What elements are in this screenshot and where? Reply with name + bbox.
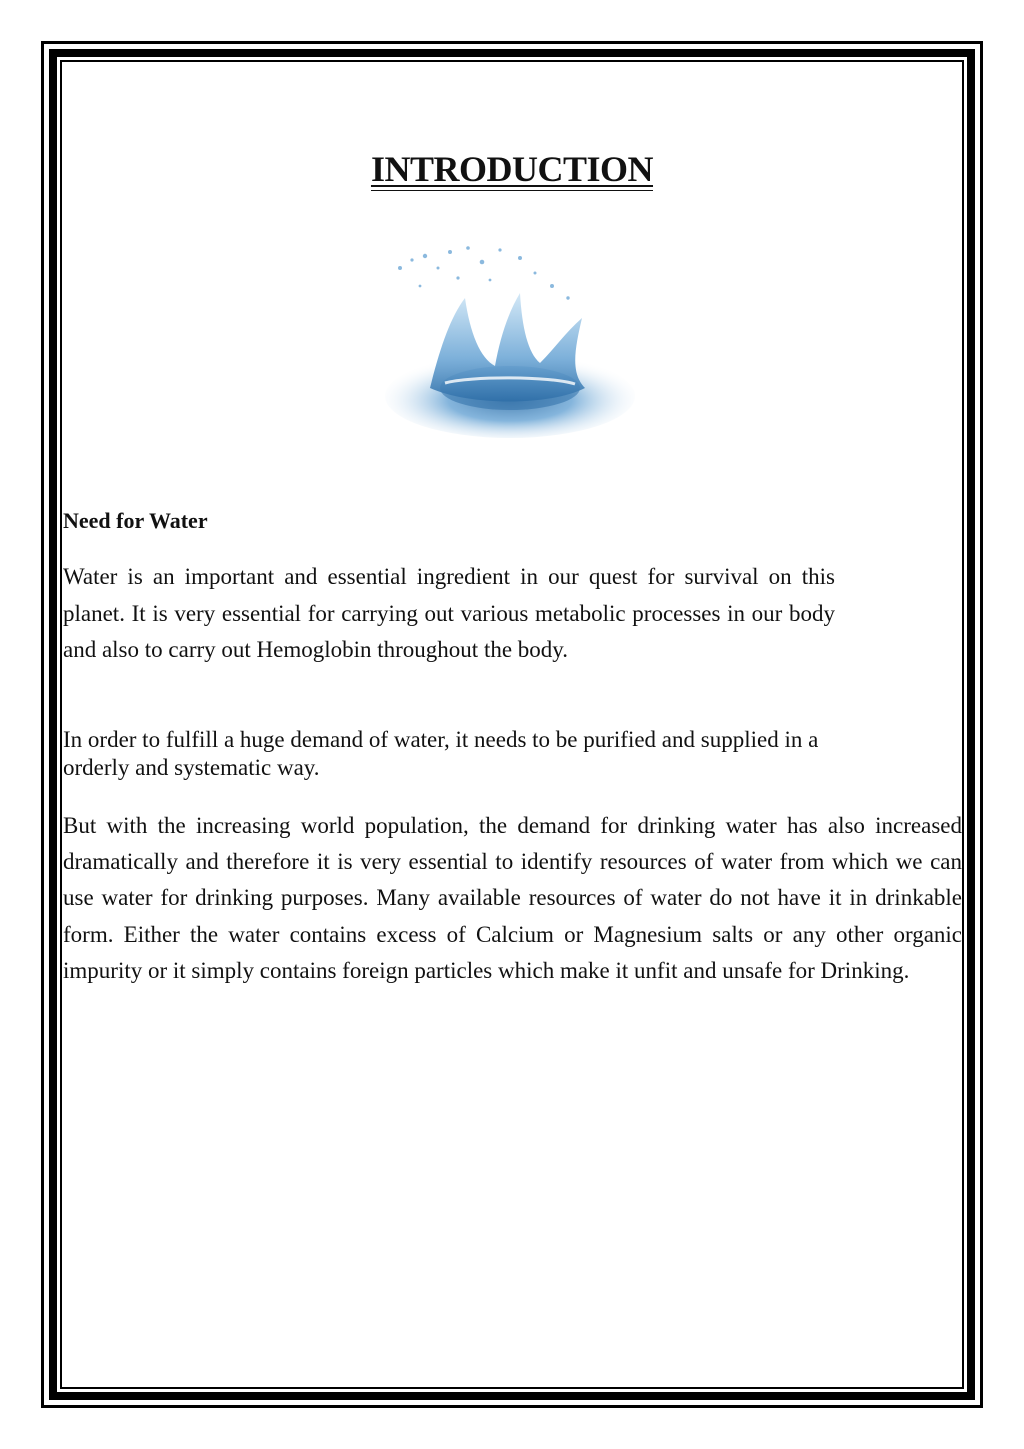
paragraph-1: Water is an important and essential ingredient in our quest for survival on this planet. It is very essential for carrying out various metabolic processes in our body and also to carry out Hemoglobin throughout the body. bbox=[63, 564, 835, 662]
page-title: INTRODUCTION bbox=[370, 149, 654, 189]
water-splash-image bbox=[370, 238, 640, 454]
paragraph-2: In order to fulfill a huge demand of water, it needs to be purified and supplied in a orderly and systematic way. bbox=[63, 727, 819, 780]
paragraph-3: But with the increasing world population, the demand for drinking water has also increased dramatically and therefore it is very essential to identify resources of water from which we can use water for drinking purposes. Many available resources of water do not have it in drinkable form. Either the water contains excess of Calcium or Magnesium salts or any other organic impurity or it simply contains foreign particles which make it unfit and unsafe for Drinking. bbox=[63, 813, 962, 983]
section-heading: Need for Water bbox=[63, 508, 208, 533]
